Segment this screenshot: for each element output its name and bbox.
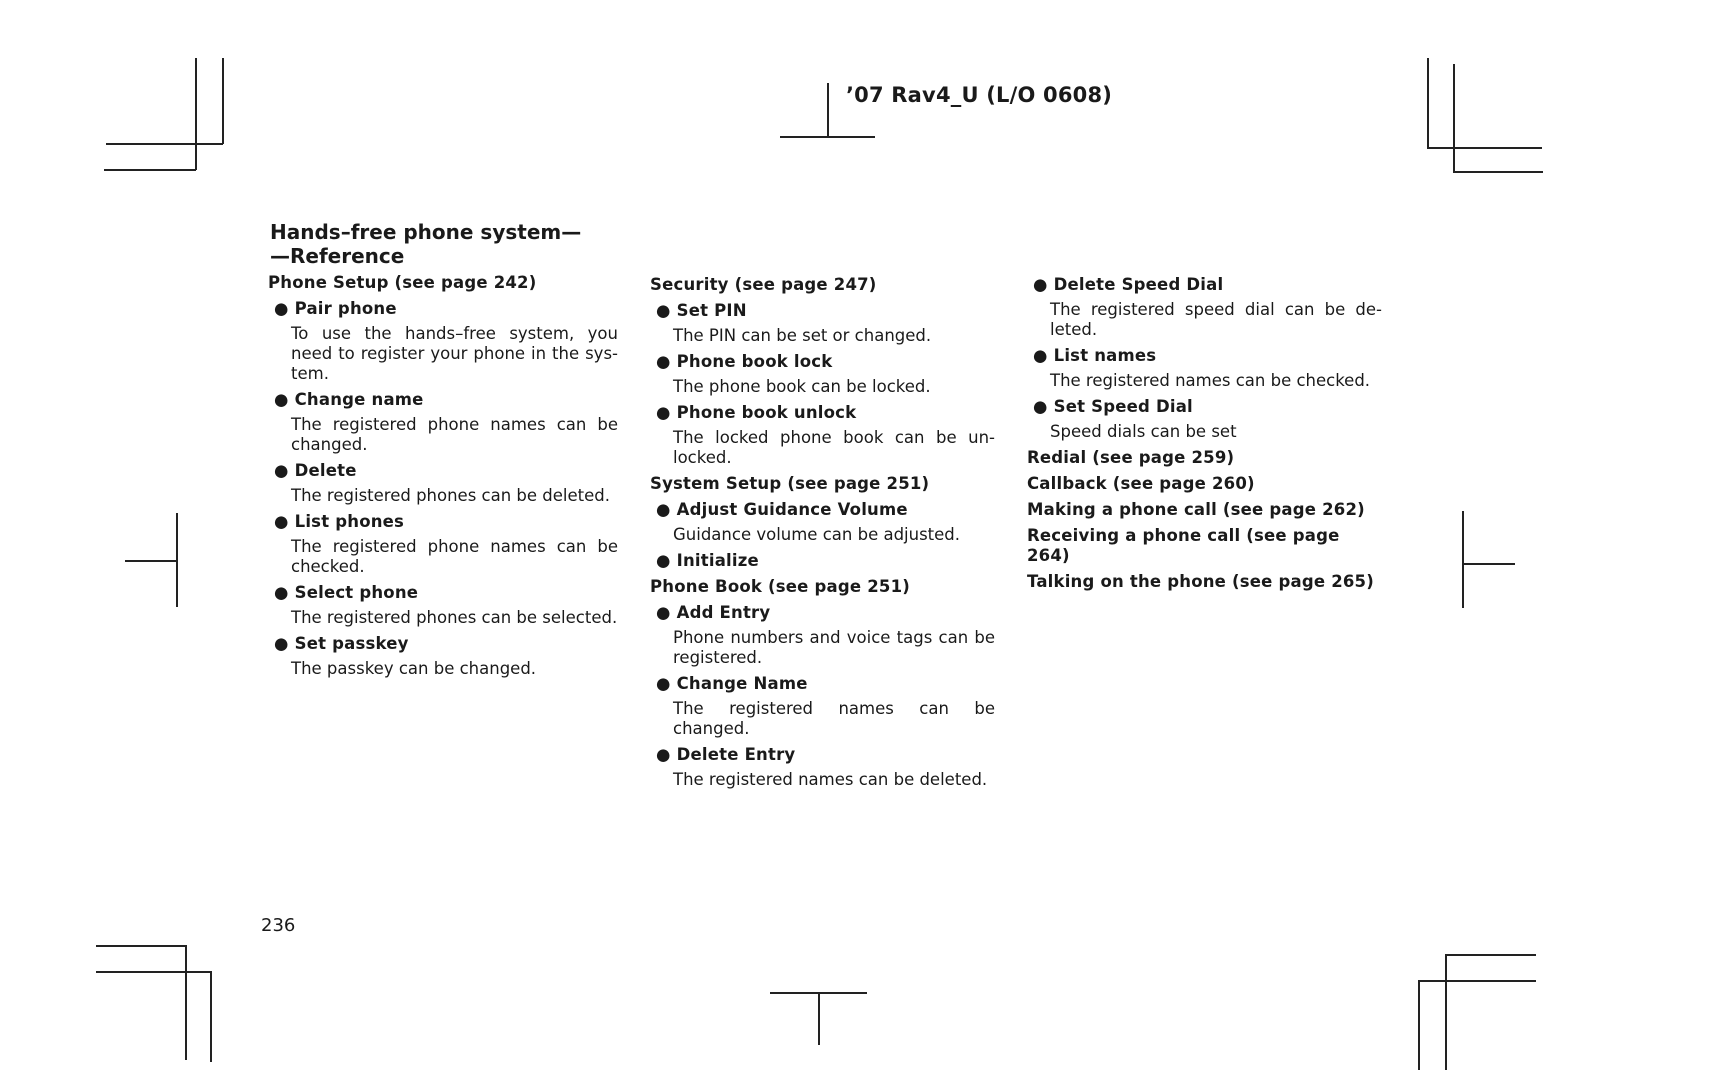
item-title: Phone book unlock (676, 403, 857, 422)
section-heading: Receiving a phone call (see page 264) (1027, 526, 1340, 565)
item-title-row (650, 745, 995, 765)
section-heading: Phone Setup (see page 242) (268, 273, 537, 292)
bullet-icon: ● (656, 603, 671, 622)
list-item (268, 512, 618, 577)
item-title: Phone book lock (676, 352, 833, 371)
list-item (268, 583, 618, 628)
item-description: To use the hands–free system, you need to register your phone in the sys- tem. (291, 324, 618, 383)
column-2 (650, 275, 995, 796)
page-number: 236 (261, 915, 296, 936)
item-title: Delete Speed Dial (1053, 275, 1224, 294)
list-item (268, 299, 618, 384)
list-item (650, 551, 995, 571)
page-header: ’07 Rav4_U (L/O 0608) (846, 83, 1113, 107)
list-item (650, 745, 995, 790)
item-title-row (1027, 346, 1382, 366)
bullet-icon: ● (656, 551, 671, 570)
item-description: The registered names can be changed. (673, 699, 995, 738)
bullet-icon: ● (1033, 275, 1048, 294)
list-item (650, 603, 995, 668)
page-title-line: —Reference (270, 244, 405, 268)
column-1 (268, 273, 618, 685)
crop-mark (780, 136, 875, 138)
section-heading: Redial (see page 259) (1027, 448, 1235, 467)
bullet-icon: ● (274, 583, 289, 602)
item-title-row (650, 603, 995, 623)
item-title-row (650, 674, 995, 694)
item-title: Set passkey (294, 634, 409, 653)
section-heading: Talking on the phone (see page 265) (1027, 572, 1374, 591)
item-title-row (650, 500, 995, 520)
item-title-row (268, 583, 618, 603)
bullet-icon: ● (656, 301, 671, 320)
section-heading: System Setup (see page 251) (650, 474, 930, 493)
item-title: Change name (294, 390, 424, 409)
section-heading: Callback (see page 260) (1027, 474, 1255, 493)
item-title-row (650, 551, 995, 571)
page-title-line: Hands–free phone system— (270, 220, 582, 244)
crop-mark (96, 971, 211, 973)
crop-mark (195, 58, 197, 170)
item-title: Adjust Guidance Volume (676, 500, 908, 519)
item-description: The registered names can be checked. (1050, 371, 1371, 390)
item-title: Set Speed Dial (1053, 397, 1193, 416)
item-description: The registered phone names can be checked. (291, 537, 618, 576)
item-title-row (268, 512, 618, 532)
crop-mark (222, 58, 224, 144)
crop-mark (1418, 980, 1420, 1070)
list-item (268, 634, 618, 679)
item-title-row (1027, 397, 1382, 417)
bullet-icon: ● (656, 352, 671, 371)
bullet-icon: ● (656, 674, 671, 693)
item-title: Delete Entry (676, 745, 796, 764)
item-description: The PIN can be set or changed. (673, 326, 932, 345)
list-item (650, 301, 995, 346)
item-title: Set PIN (676, 301, 747, 320)
item-title: Initialize (676, 551, 759, 570)
section-heading: Making a phone call (see page 262) (1027, 500, 1365, 519)
crop-mark (125, 560, 177, 562)
bullet-icon: ● (274, 461, 289, 480)
bullet-icon: ● (1033, 346, 1048, 365)
list-item (650, 352, 995, 397)
list-item (650, 674, 995, 739)
bullet-icon: ● (274, 634, 289, 653)
item-description: The registered names can be deleted. (673, 770, 988, 789)
section-heading: Phone Book (see page 251) (650, 577, 910, 596)
item-description: Guidance volume can be adjusted. (673, 525, 961, 544)
item-description: The registered phones can be selected. (291, 608, 618, 627)
crop-mark (96, 945, 187, 947)
item-description: Speed dials can be set (1050, 422, 1237, 441)
item-title: Add Entry (676, 603, 771, 622)
crop-mark (106, 143, 223, 145)
page-title (270, 220, 610, 268)
bullet-icon: ● (1033, 397, 1048, 416)
crop-mark (1445, 954, 1536, 956)
list-item (650, 500, 995, 545)
section-heading: Security (see page 247) (650, 275, 877, 294)
item-title-row (268, 634, 618, 654)
bullet-icon: ● (656, 500, 671, 519)
item-title-row (650, 352, 995, 372)
bullet-icon: ● (656, 403, 671, 422)
item-title: Select phone (294, 583, 419, 602)
item-title-row (1027, 275, 1382, 295)
item-title-row (268, 299, 618, 319)
item-title-row (650, 301, 995, 321)
crop-mark (1427, 147, 1542, 149)
list-item (1027, 346, 1382, 391)
list-item (268, 461, 618, 506)
crop-mark (185, 945, 187, 1060)
list-item (1027, 275, 1382, 340)
bullet-icon: ● (656, 745, 671, 764)
crop-mark (1462, 511, 1464, 608)
column-3 (1027, 275, 1382, 598)
item-title-row (268, 390, 618, 410)
item-title: List phones (294, 512, 405, 531)
item-description: Phone numbers and voice tags can be registered. (673, 628, 995, 667)
item-description: The registered phone names can be changed. (291, 415, 618, 454)
crop-mark (1453, 171, 1543, 173)
item-title: List names (1053, 346, 1157, 365)
crop-mark (1427, 58, 1429, 148)
item-title: Delete (294, 461, 357, 480)
bullet-icon: ● (274, 512, 289, 531)
item-title: Pair phone (294, 299, 397, 318)
crop-mark (1418, 980, 1536, 982)
item-description: The passkey can be changed. (291, 659, 537, 678)
item-description: The registered speed dial can be de- leted. (1050, 300, 1382, 339)
crop-mark (104, 169, 196, 171)
crop-mark (818, 992, 820, 1045)
crop-mark (1445, 954, 1447, 1070)
crop-mark (210, 971, 212, 1062)
crop-mark (1453, 64, 1455, 172)
item-description: The registered phones can be deleted. (291, 486, 611, 505)
bullet-icon: ● (274, 299, 289, 318)
crop-mark (827, 83, 829, 137)
item-title-row (268, 461, 618, 481)
item-description: The phone book can be locked. (673, 377, 931, 396)
bullet-icon: ● (274, 390, 289, 409)
list-item (1027, 397, 1382, 442)
item-description: The locked phone book can be un- locked. (673, 428, 995, 467)
item-title-row (650, 403, 995, 423)
item-title: Change Name (676, 674, 808, 693)
list-item (268, 390, 618, 455)
list-item (650, 403, 995, 468)
crop-mark (1463, 563, 1515, 565)
